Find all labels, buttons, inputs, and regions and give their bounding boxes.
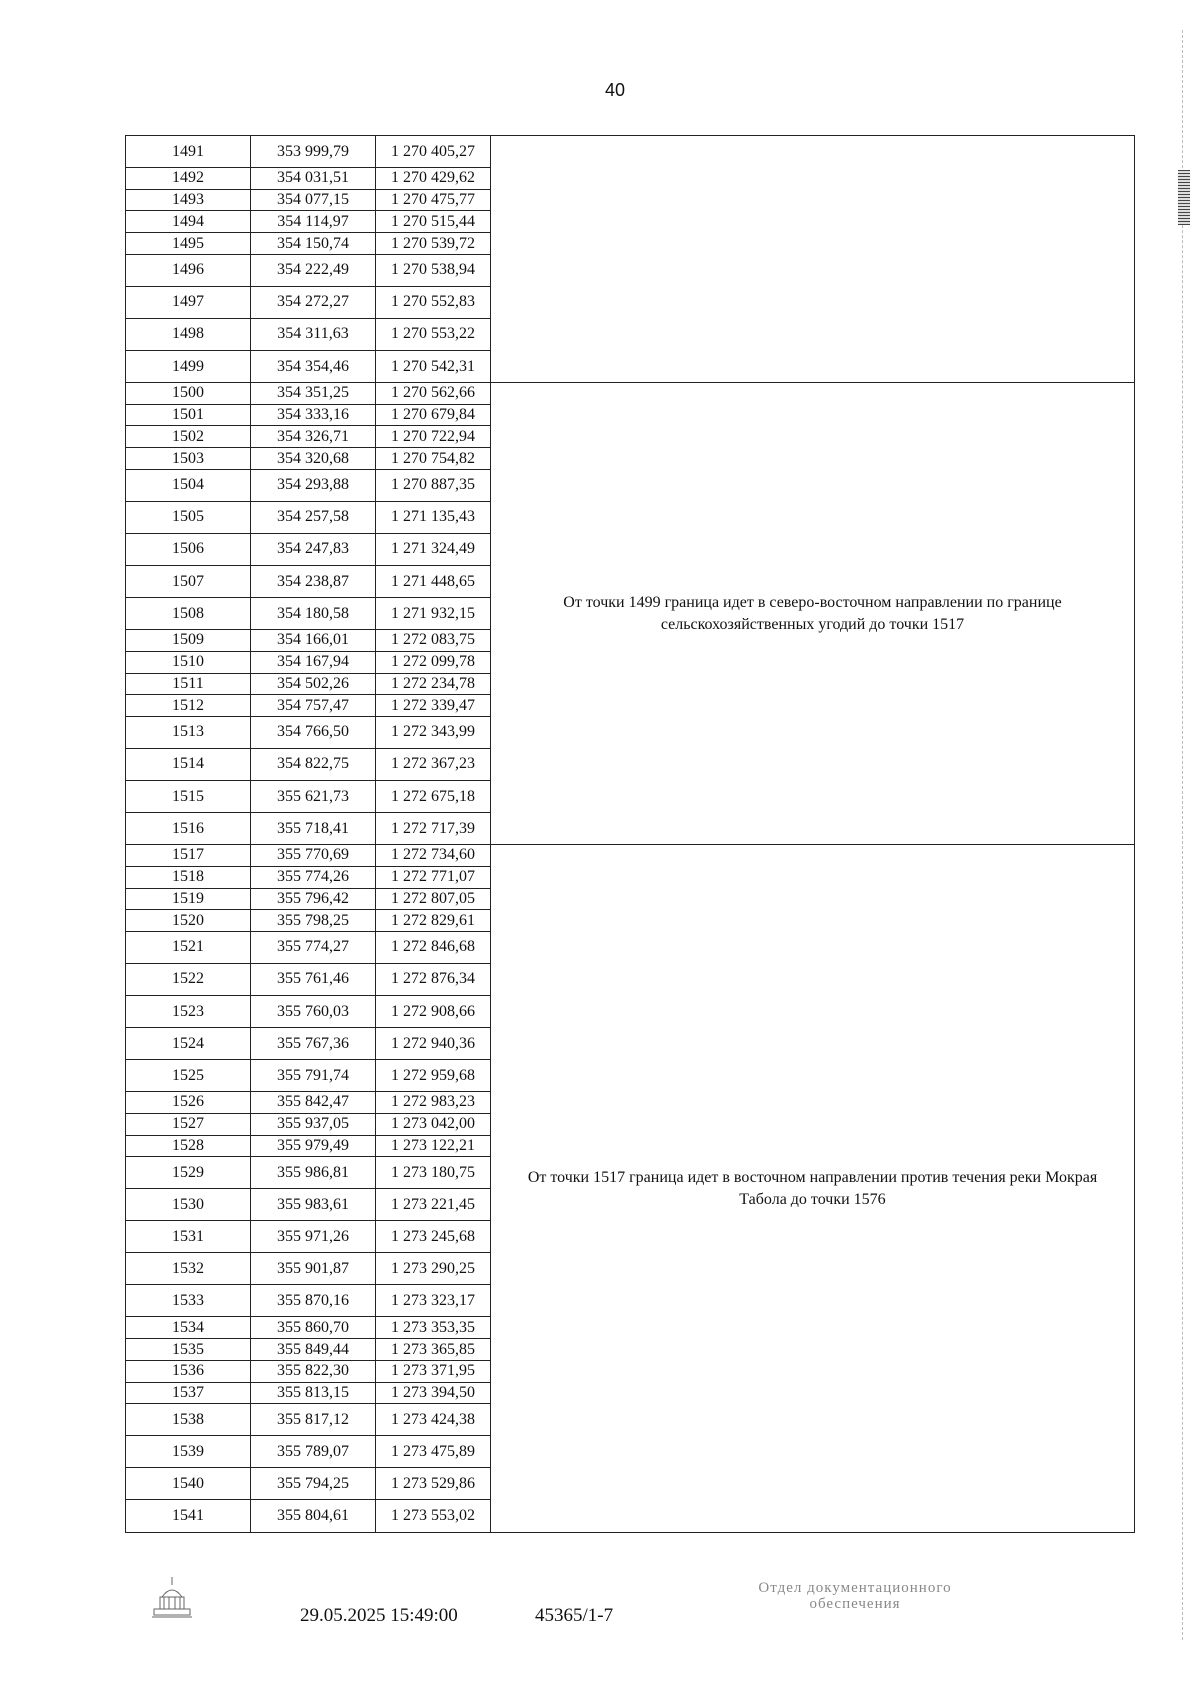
y-coordinate-cell: 1 272 083,75 (376, 630, 491, 652)
point-number-cell: 1541 (126, 1500, 251, 1533)
x-coordinate-cell: 355 789,07 (251, 1436, 376, 1468)
x-coordinate-cell: 354 502,26 (251, 673, 376, 695)
scan-edge-line (1182, 30, 1184, 1640)
y-coordinate-cell: 1 272 367,23 (376, 748, 491, 780)
point-number-cell: 1519 (126, 888, 251, 910)
y-coordinate-cell: 1 270 552,83 (376, 286, 491, 318)
x-coordinate-cell: 355 760,03 (251, 996, 376, 1028)
point-number-cell: 1529 (126, 1157, 251, 1189)
point-number-cell: 1536 (126, 1360, 251, 1382)
point-number-cell: 1537 (126, 1382, 251, 1404)
point-number-cell: 1500 (126, 383, 251, 405)
x-coordinate-cell: 354 257,58 (251, 501, 376, 533)
point-number-cell: 1514 (126, 748, 251, 780)
x-coordinate-cell: 354 077,15 (251, 189, 376, 211)
point-number-cell: 1520 (126, 910, 251, 932)
x-coordinate-cell: 354 247,83 (251, 533, 376, 565)
point-number-cell: 1495 (126, 233, 251, 255)
x-coordinate-cell: 355 901,87 (251, 1253, 376, 1285)
x-coordinate-cell: 355 774,27 (251, 931, 376, 963)
point-number-cell: 1506 (126, 533, 251, 565)
x-coordinate-cell: 355 796,42 (251, 888, 376, 910)
y-coordinate-cell: 1 273 529,86 (376, 1468, 491, 1500)
x-coordinate-cell: 354 757,47 (251, 695, 376, 717)
x-coordinate-cell: 354 150,74 (251, 233, 376, 255)
stamp-line-2: обеспечения (809, 1596, 901, 1612)
x-coordinate-cell: 355 870,16 (251, 1285, 376, 1317)
y-coordinate-cell: 1 270 887,35 (376, 469, 491, 501)
point-number-cell: 1494 (126, 211, 251, 233)
y-coordinate-cell: 1 272 734,60 (376, 845, 491, 867)
y-coordinate-cell: 1 273 394,50 (376, 1382, 491, 1404)
y-coordinate-cell: 1 270 539,72 (376, 233, 491, 255)
x-coordinate-cell: 354 180,58 (251, 598, 376, 630)
y-coordinate-cell: 1 273 365,85 (376, 1339, 491, 1361)
x-coordinate-cell: 355 983,61 (251, 1189, 376, 1221)
point-number-cell: 1528 (126, 1135, 251, 1157)
stamp-line-1: Отдел документационного (758, 1580, 952, 1596)
y-coordinate-cell: 1 273 180,75 (376, 1157, 491, 1189)
x-coordinate-cell: 355 849,44 (251, 1339, 376, 1361)
x-coordinate-cell: 355 822,30 (251, 1360, 376, 1382)
point-number-cell: 1512 (126, 695, 251, 717)
x-coordinate-cell: 355 774,26 (251, 866, 376, 888)
point-number-cell: 1493 (126, 189, 251, 211)
point-number-cell: 1530 (126, 1189, 251, 1221)
x-coordinate-cell: 355 798,25 (251, 910, 376, 932)
x-coordinate-cell: 355 718,41 (251, 813, 376, 845)
x-coordinate-cell: 355 761,46 (251, 963, 376, 995)
y-coordinate-cell: 1 273 424,38 (376, 1404, 491, 1436)
y-coordinate-cell: 1 270 542,31 (376, 351, 491, 383)
y-coordinate-cell: 1 272 343,99 (376, 716, 491, 748)
point-number-cell: 1531 (126, 1221, 251, 1253)
point-number-cell: 1516 (126, 813, 251, 845)
x-coordinate-cell: 354 031,51 (251, 168, 376, 190)
scan-edge-mark (1178, 170, 1190, 225)
boundary-description-cell (491, 136, 1135, 383)
y-coordinate-cell: 1 273 371,95 (376, 1360, 491, 1382)
y-coordinate-cell: 1 272 675,18 (376, 781, 491, 813)
point-number-cell: 1496 (126, 254, 251, 286)
point-number-cell: 1517 (126, 845, 251, 867)
boundary-description-cell: От точки 1499 граница идет в северо-восточном направлении по границе сельскохозяйственных угодий до точки 1517 (491, 383, 1135, 845)
x-coordinate-cell: 354 320,68 (251, 448, 376, 470)
point-number-cell: 1534 (126, 1317, 251, 1339)
point-number-cell: 1510 (126, 651, 251, 673)
table-row (126, 136, 1135, 168)
y-coordinate-cell: 1 273 042,00 (376, 1113, 491, 1135)
point-number-cell: 1527 (126, 1113, 251, 1135)
point-number-cell: 1513 (126, 716, 251, 748)
coordinates-table (125, 135, 1135, 1533)
y-coordinate-cell: 1 271 135,43 (376, 501, 491, 533)
y-coordinate-cell: 1 270 475,77 (376, 189, 491, 211)
y-coordinate-cell: 1 273 323,17 (376, 1285, 491, 1317)
y-coordinate-cell: 1 270 679,84 (376, 404, 491, 426)
x-coordinate-cell: 354 351,25 (251, 383, 376, 405)
x-coordinate-cell: 354 354,46 (251, 351, 376, 383)
x-coordinate-cell: 354 326,71 (251, 426, 376, 448)
point-number-cell: 1539 (126, 1436, 251, 1468)
table-row (126, 845, 1135, 867)
x-coordinate-cell: 354 293,88 (251, 469, 376, 501)
y-coordinate-cell: 1 270 754,82 (376, 448, 491, 470)
x-coordinate-cell: 354 238,87 (251, 566, 376, 598)
x-coordinate-cell: 355 770,69 (251, 845, 376, 867)
point-number-cell: 1499 (126, 351, 251, 383)
x-coordinate-cell: 354 114,97 (251, 211, 376, 233)
y-coordinate-cell: 1 272 717,39 (376, 813, 491, 845)
point-number-cell: 1532 (126, 1253, 251, 1285)
y-coordinate-cell: 1 273 353,35 (376, 1317, 491, 1339)
point-number-cell: 1508 (126, 598, 251, 630)
y-coordinate-cell: 1 271 324,49 (376, 533, 491, 565)
x-coordinate-cell: 355 971,26 (251, 1221, 376, 1253)
x-coordinate-cell: 355 794,25 (251, 1468, 376, 1500)
point-number-cell: 1509 (126, 630, 251, 652)
table-row (126, 383, 1135, 405)
x-coordinate-cell: 355 860,70 (251, 1317, 376, 1339)
x-coordinate-cell: 355 813,15 (251, 1382, 376, 1404)
y-coordinate-cell: 1 272 771,07 (376, 866, 491, 888)
x-coordinate-cell: 355 621,73 (251, 781, 376, 813)
x-coordinate-cell: 355 979,49 (251, 1135, 376, 1157)
point-number-cell: 1524 (126, 1028, 251, 1060)
x-coordinate-cell: 354 222,49 (251, 254, 376, 286)
page-number: 40 (604, 80, 626, 100)
footer-document-number: 45365/1-7 (535, 1605, 614, 1626)
point-number-cell: 1521 (126, 931, 251, 963)
x-coordinate-cell: 354 166,01 (251, 630, 376, 652)
y-coordinate-cell: 1 272 846,68 (376, 931, 491, 963)
point-number-cell: 1492 (126, 168, 251, 190)
y-coordinate-cell: 1 271 932,15 (376, 598, 491, 630)
x-coordinate-cell: 354 766,50 (251, 716, 376, 748)
y-coordinate-cell: 1 272 807,05 (376, 888, 491, 910)
x-coordinate-cell: 354 822,75 (251, 748, 376, 780)
y-coordinate-cell: 1 270 515,44 (376, 211, 491, 233)
y-coordinate-cell: 1 272 099,78 (376, 651, 491, 673)
y-coordinate-cell: 1 272 829,61 (376, 910, 491, 932)
x-coordinate-cell: 354 333,16 (251, 404, 376, 426)
x-coordinate-cell: 355 804,61 (251, 1500, 376, 1533)
y-coordinate-cell: 1 272 940,36 (376, 1028, 491, 1060)
point-number-cell: 1507 (126, 566, 251, 598)
y-coordinate-cell: 1 271 448,65 (376, 566, 491, 598)
y-coordinate-cell: 1 273 475,89 (376, 1436, 491, 1468)
y-coordinate-cell: 1 270 538,94 (376, 254, 491, 286)
y-coordinate-cell: 1 273 221,45 (376, 1189, 491, 1221)
y-coordinate-cell: 1 270 405,27 (376, 136, 491, 168)
point-number-cell: 1518 (126, 866, 251, 888)
point-number-cell: 1538 (126, 1404, 251, 1436)
y-coordinate-cell: 1 270 722,94 (376, 426, 491, 448)
x-coordinate-cell: 354 272,27 (251, 286, 376, 318)
point-number-cell: 1497 (126, 286, 251, 318)
coordinates-table-body (126, 136, 1135, 1533)
y-coordinate-cell: 1 273 122,21 (376, 1135, 491, 1157)
point-number-cell: 1523 (126, 996, 251, 1028)
y-coordinate-cell: 1 272 876,34 (376, 963, 491, 995)
y-coordinate-cell: 1 270 553,22 (376, 318, 491, 350)
point-number-cell: 1504 (126, 469, 251, 501)
y-coordinate-cell: 1 272 959,68 (376, 1060, 491, 1092)
x-coordinate-cell: 355 767,36 (251, 1028, 376, 1060)
x-coordinate-cell: 355 817,12 (251, 1404, 376, 1436)
point-number-cell: 1526 (126, 1092, 251, 1114)
y-coordinate-cell: 1 272 983,23 (376, 1092, 491, 1114)
boundary-description-cell: От точки 1517 граница идет в восточном направлении против течения реки Мокрая Табола до точки 1576 (491, 845, 1135, 1533)
footer-datetime: 29.05.2025 15:49:00 (300, 1605, 458, 1626)
point-number-cell: 1502 (126, 426, 251, 448)
point-number-cell: 1503 (126, 448, 251, 470)
point-number-cell: 1540 (126, 1468, 251, 1500)
x-coordinate-cell: 354 311,63 (251, 318, 376, 350)
y-coordinate-cell: 1 270 429,62 (376, 168, 491, 190)
x-coordinate-cell: 355 791,74 (251, 1060, 376, 1092)
y-coordinate-cell: 1 273 245,68 (376, 1221, 491, 1253)
y-coordinate-cell: 1 272 234,78 (376, 673, 491, 695)
point-number-cell: 1525 (126, 1060, 251, 1092)
point-number-cell: 1535 (126, 1339, 251, 1361)
x-coordinate-cell: 355 842,47 (251, 1092, 376, 1114)
y-coordinate-cell: 1 270 562,66 (376, 383, 491, 405)
point-number-cell: 1491 (126, 136, 251, 168)
x-coordinate-cell: 353 999,79 (251, 136, 376, 168)
point-number-cell: 1501 (126, 404, 251, 426)
y-coordinate-cell: 1 272 339,47 (376, 695, 491, 717)
point-number-cell: 1498 (126, 318, 251, 350)
point-number-cell: 1505 (126, 501, 251, 533)
point-number-cell: 1533 (126, 1285, 251, 1317)
point-number-cell: 1522 (126, 963, 251, 995)
y-coordinate-cell: 1 273 553,02 (376, 1500, 491, 1533)
x-coordinate-cell: 355 986,81 (251, 1157, 376, 1189)
department-stamp (715, 1580, 995, 1612)
emblem-logo (150, 1575, 194, 1621)
y-coordinate-cell: 1 272 908,66 (376, 996, 491, 1028)
point-number-cell: 1511 (126, 673, 251, 695)
x-coordinate-cell: 354 167,94 (251, 651, 376, 673)
x-coordinate-cell: 355 937,05 (251, 1113, 376, 1135)
y-coordinate-cell: 1 273 290,25 (376, 1253, 491, 1285)
point-number-cell: 1515 (126, 781, 251, 813)
